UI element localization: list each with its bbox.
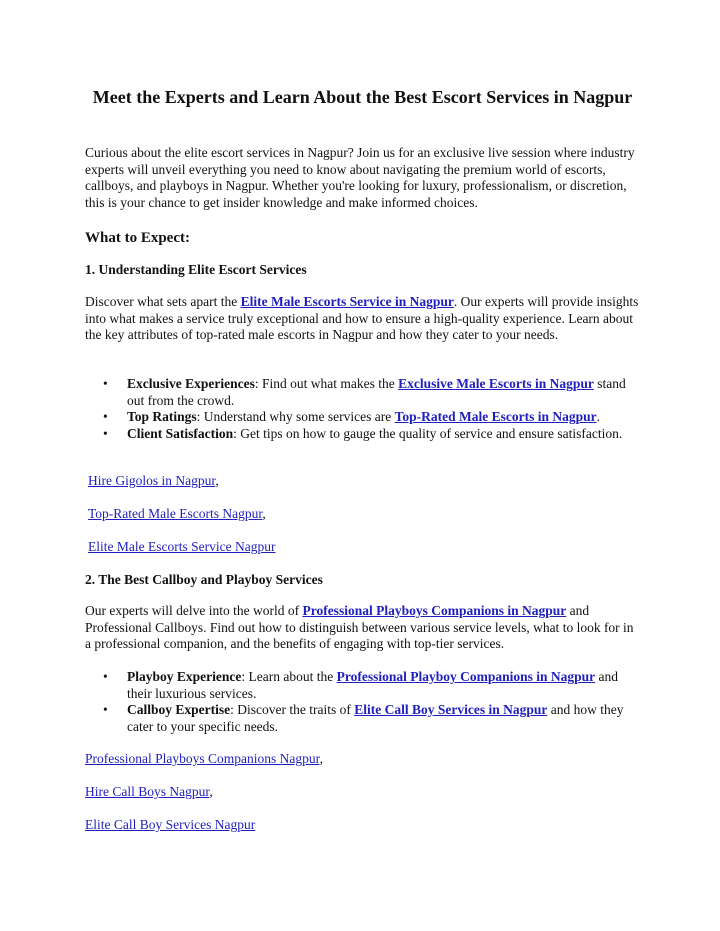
page-title: Meet the Experts and Learn About the Best Escort Services in Nagpur (92, 87, 633, 107)
list-item (85, 376, 640, 409)
bullet-text: : Get tips on how to gauge the quality of service and ensure satisfaction. (233, 425, 623, 441)
section2-bullet-list (85, 669, 640, 735)
section2-link-3-line (85, 817, 640, 834)
section2-link-1-line (85, 751, 640, 768)
bullet-icon: • (103, 669, 108, 684)
section2-paragraph-text-end: and Professional Callboys. Find out how to distinguish between various service levels, what to look for in a professional companion, and the benefits of engaging with top-tier services. (85, 603, 634, 651)
professional-playboys-link[interactable]: Professional Playboys Companions Nagpur (85, 751, 320, 766)
list-item (85, 669, 640, 702)
bullet-text-end: stand out from the crowd. (127, 376, 626, 408)
bullet-term: Callboy Expertise (127, 702, 231, 717)
section1-paragraph (85, 294, 640, 344)
list-item (85, 702, 640, 735)
hire-call-boys-link[interactable]: Hire Call Boys Nagpur (85, 784, 210, 799)
elite-male-escorts-link[interactable]: Elite Male Escorts Service Nagpur (88, 539, 276, 554)
bullet-icon: • (103, 376, 108, 391)
elite-call-boy-services-link[interactable]: Elite Call Boy Services Nagpur (85, 817, 256, 832)
bullet-term: Top Ratings (127, 409, 197, 424)
bullet-text: : Understand why some services are (196, 409, 395, 424)
bullet-link[interactable]: Professional Playboy Companions in Nagpur (336, 669, 596, 684)
bullet-term: Playboy Experience (127, 669, 242, 684)
section2-paragraph-link[interactable]: Professional Playboys Companions in Nagpur (302, 603, 567, 618)
section1-link-3-line (88, 539, 643, 556)
bullet-term: Exclusive Experiences (127, 376, 255, 391)
bullet-icon: • (103, 702, 108, 717)
bullet-link[interactable]: Top-Rated Male Escorts in Nagpur (394, 409, 597, 424)
bullet-link[interactable]: Exclusive Male Escorts in Nagpur (398, 376, 594, 391)
link-separator: , (319, 751, 323, 766)
what-to-expect-heading: What to Expect: (85, 230, 190, 246)
section1-paragraph-link[interactable]: Elite Male Escorts Service in Nagpur (240, 294, 454, 309)
bullet-text-end: . (596, 409, 600, 424)
bullet-text: : Discover the traits of (230, 702, 355, 717)
intro-paragraph: Curious about the elite escort services in Nagpur? Join us for an exclusive live session where industry experts will unveil everything you need to know about navigating the premium world of escorts, callboys, and playboys in Nagpur. Whether you're looking for luxury, professionalism, or discretion, this is your chance to get insider knowledge and make informed choices. (85, 145, 635, 210)
bullet-icon: • (103, 425, 108, 441)
top-rated-male-escorts-link[interactable]: Top-Rated Male Escorts Nagpur (88, 506, 263, 521)
list-item (85, 409, 640, 426)
hire-gigolos-link[interactable]: Hire Gigolos in Nagpur (88, 473, 216, 488)
section1-bullet-list (85, 376, 640, 442)
bullet-text: : Learn about the (241, 669, 337, 684)
bullet-term: Client Satisfaction (127, 425, 234, 441)
bullet-link[interactable]: Elite Call Boy Services in Nagpur (354, 702, 548, 717)
section2-link-2-line (85, 784, 640, 801)
link-separator: , (209, 784, 213, 799)
bullet-icon: • (103, 409, 108, 424)
section1-heading: 1. Understanding Elite Escort Services (85, 262, 307, 277)
section2-paragraph (85, 603, 640, 653)
section2-heading: 2. The Best Callboy and Playboy Services (85, 572, 323, 587)
bullet-text-end: and their luxurious services. (127, 669, 619, 701)
section1-paragraph-text-end: . Our experts will provide insights into what makes a service truly exceptional and how to ensure a high-quality experience. Learn about the key attributes of top-rated male escorts in Nagpur and how they cater to your needs. (85, 294, 639, 342)
section2-paragraph-text: Our experts will delve into the world of (85, 603, 303, 618)
section1-link-1-line (88, 473, 643, 490)
bullet-text-end: and how they cater to your specific needs. (127, 702, 624, 734)
link-separator: , (262, 506, 266, 521)
bullet-text: : Find out what makes the (254, 376, 399, 391)
link-separator: , (215, 473, 219, 488)
section1-paragraph-text: Discover what sets apart the (85, 294, 241, 309)
list-item (85, 426, 640, 443)
section1-link-2-line (88, 506, 643, 523)
